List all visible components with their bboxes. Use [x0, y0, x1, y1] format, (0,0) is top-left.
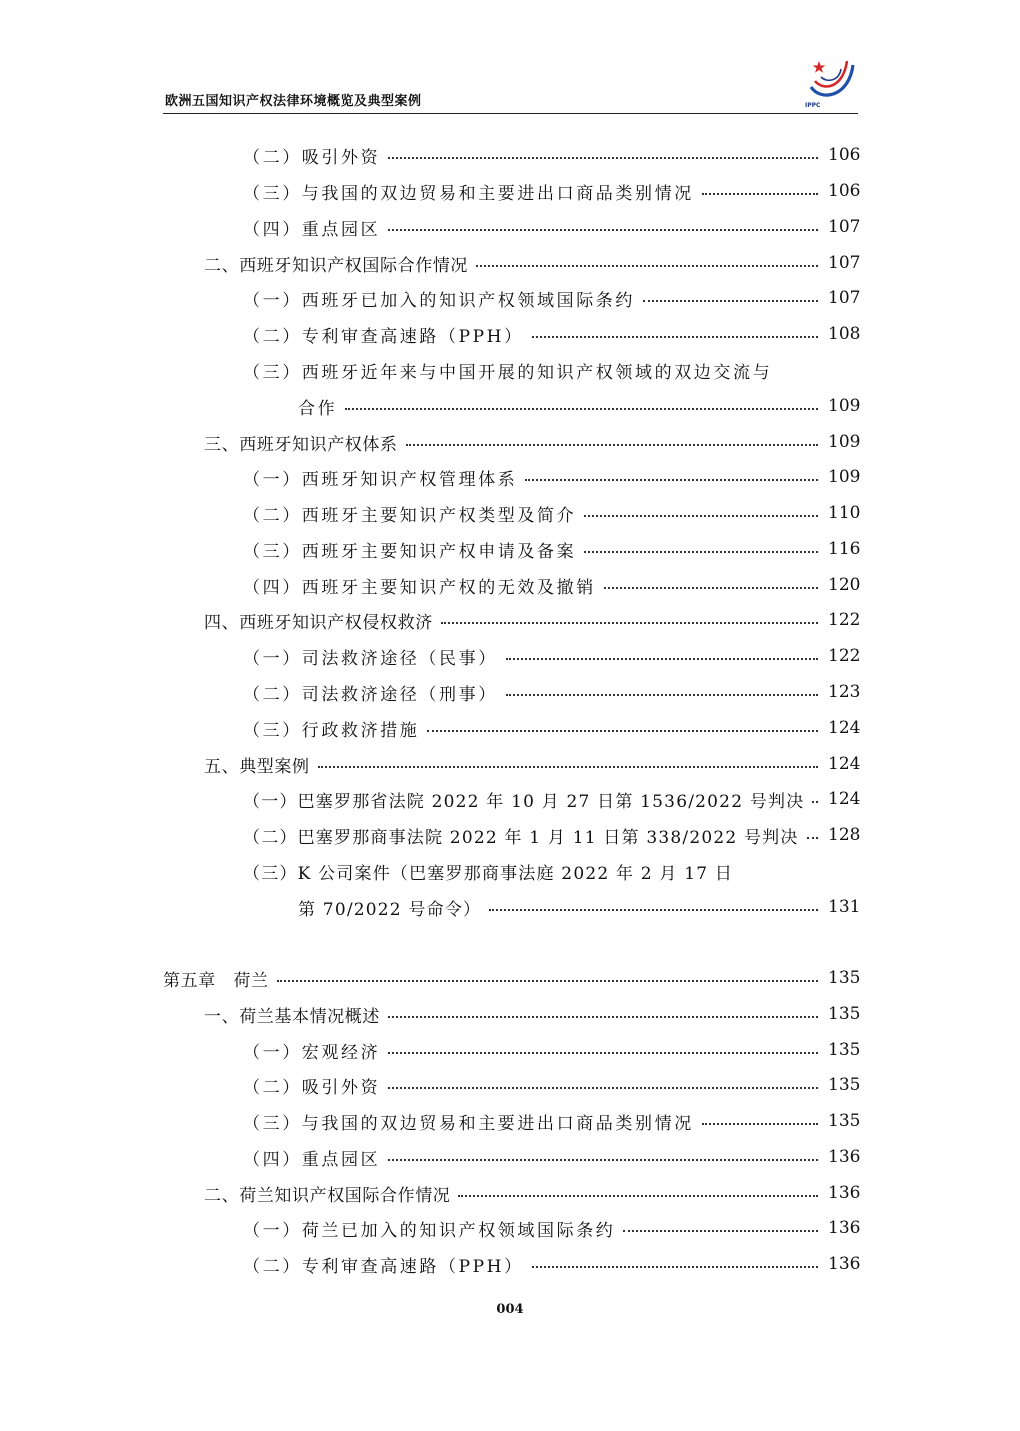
- toc-leader-dots: [506, 693, 818, 696]
- toc-entry-label: （二）专利审查高速路（PPH）: [243, 326, 524, 347]
- toc-entry[interactable]: [243, 500, 861, 526]
- toc-entry-page: 107: [828, 288, 861, 308]
- toc-leader-dots: [702, 1122, 818, 1125]
- toc-entry-label: （一）宏观经济: [243, 1042, 381, 1063]
- toc-entry-wrapped[interactable]: [243, 357, 858, 383]
- toc-entry-page: 136: [828, 1183, 861, 1203]
- toc-leader-dots: [318, 765, 818, 768]
- toc-leader-dots: [807, 836, 818, 839]
- toc-leader-dots: [345, 407, 818, 410]
- toc-entry-label: （三）西班牙近年来与中国开展的知识产权领域的双边交流与: [243, 362, 773, 383]
- toc-entry-page: 135: [828, 1040, 861, 1060]
- toc-leader-dots: [388, 1158, 818, 1161]
- toc-entry-label: （三）与我国的双边贸易和主要进出口商品类别情况: [243, 183, 694, 204]
- toc-entry[interactable]: [204, 429, 861, 455]
- toc-entry[interactable]: [204, 250, 861, 276]
- toc-entry-page: 120: [828, 575, 861, 595]
- toc-leader-dots: [623, 1229, 818, 1232]
- toc-entry-page: 135: [828, 1111, 861, 1131]
- toc-entry-label: （四）西班牙主要知识产权的无效及撤销: [243, 577, 596, 598]
- toc-leader-dots: [388, 1051, 818, 1054]
- toc-entry[interactable]: [243, 321, 861, 347]
- toc-leader-dots: [427, 729, 818, 732]
- toc-entry[interactable]: [243, 1037, 861, 1063]
- toc-entry-page: 110: [828, 503, 861, 523]
- toc-entry-label: （一）司法救济途径（民事）: [243, 648, 498, 669]
- toc-leader-dots: [702, 192, 818, 195]
- toc-entry-page: 116: [828, 539, 861, 559]
- toc-entry-page: 136: [828, 1147, 861, 1167]
- toc-entry-label: （四）重点园区: [243, 1149, 381, 1170]
- toc-entry-label: （二）司法救济途径（刑事）: [243, 684, 498, 705]
- toc-leader-dots: [388, 1015, 818, 1018]
- toc-entry-page: 135: [828, 968, 861, 988]
- toc-entry-label: 二、荷兰知识产权国际合作情况: [204, 1185, 451, 1206]
- toc-entry-label: （一）西班牙已加入的知识产权领域国际条约: [243, 290, 635, 311]
- chapter-heading: 第五章 荷兰: [163, 970, 269, 991]
- toc-entry-label: （一）荷兰已加入的知识产权领域国际条约: [243, 1220, 616, 1241]
- toc-entry-label: （三）K 公司案件（巴塞罗那商事法庭 2022 年 2 月 17 日: [243, 863, 734, 884]
- toc-entry-page: 109: [828, 396, 861, 416]
- toc-entry-label: （三）与我国的双边贸易和主要进出口商品类别情况: [243, 1113, 694, 1134]
- toc-leader-dots: [812, 800, 818, 803]
- toc-entry-page: 135: [828, 1004, 861, 1024]
- toc-leader-dots: [441, 621, 818, 624]
- toc-entry-continuation[interactable]: [298, 393, 861, 419]
- toc-chapter-entry[interactable]: [163, 965, 861, 991]
- logo-star: [813, 61, 826, 73]
- toc-entry-label: 三、西班牙知识产权体系: [204, 434, 398, 455]
- toc-leader-dots: [406, 443, 818, 446]
- toc-entry[interactable]: [243, 536, 861, 562]
- toc-entry-label: （三）行政救济措施: [243, 720, 420, 741]
- toc-leader-dots: [388, 1086, 818, 1089]
- toc-entry[interactable]: [243, 1215, 861, 1241]
- toc-entry[interactable]: [243, 643, 861, 669]
- toc-entry-page: 106: [828, 181, 861, 201]
- toc-entry-page: 122: [828, 610, 861, 630]
- toc-entry[interactable]: [243, 822, 861, 848]
- toc-leader-dots: [643, 299, 818, 302]
- toc-entry[interactable]: [243, 715, 861, 741]
- toc-entry-page: 109: [828, 432, 861, 452]
- toc-leader-dots: [388, 228, 818, 231]
- toc-leader-dots: [388, 156, 818, 159]
- page-header: [163, 45, 858, 115]
- toc-leader-dots: [476, 264, 818, 267]
- toc-entry-page: 124: [828, 754, 861, 774]
- toc-entry-label: （一）巴塞罗那省法院 2022 年 10 月 27 日第 1536/2022 号判决: [243, 791, 805, 812]
- toc-entry-page: 136: [828, 1254, 861, 1274]
- toc-entry-page: 124: [828, 789, 861, 809]
- toc-entry-page: 128: [828, 825, 861, 845]
- toc-entry[interactable]: [243, 679, 861, 705]
- toc-entry-page: 131: [828, 897, 861, 917]
- toc-entry[interactable]: [243, 464, 861, 490]
- toc-leader-dots: [489, 908, 818, 911]
- ippc-logo-icon: [801, 47, 861, 109]
- toc-entry[interactable]: [204, 751, 861, 777]
- toc-entry[interactable]: [243, 214, 861, 240]
- toc-entry-continuation[interactable]: [298, 894, 861, 920]
- toc-entry[interactable]: [243, 1144, 861, 1170]
- toc-leader-dots: [525, 478, 818, 481]
- toc-leader-dots: [532, 1265, 818, 1268]
- toc-entry-page: 107: [828, 217, 861, 237]
- toc-leader-dots: [277, 979, 818, 982]
- toc-entry[interactable]: [243, 1251, 861, 1277]
- toc-entry-label: 合作: [298, 398, 338, 419]
- page-number: 004: [496, 1302, 524, 1317]
- toc-entry-wrapped[interactable]: [243, 858, 858, 884]
- toc-entry[interactable]: [204, 1001, 861, 1027]
- toc-leader-dots: [604, 586, 818, 589]
- toc-leader-dots: [506, 657, 818, 660]
- toc-leader-dots: [458, 1194, 818, 1197]
- header-rule: [163, 113, 858, 114]
- toc-entry-page: 124: [828, 718, 861, 738]
- toc-entry[interactable]: [204, 1180, 861, 1206]
- toc-entry-page: 135: [828, 1075, 861, 1095]
- toc-entry[interactable]: [243, 285, 861, 311]
- toc-entry-label: （二）吸引外资: [243, 1077, 381, 1098]
- running-title: 欧洲五国知识产权法律环境概览及典型案例: [165, 94, 422, 109]
- logo-text: IPPC: [805, 102, 821, 109]
- toc-entry-page: 122: [828, 646, 861, 666]
- toc-entry-page: 109: [828, 467, 861, 487]
- toc-entry[interactable]: [243, 1108, 861, 1134]
- toc-entry-label: 第 70/2022 号命令）: [298, 899, 482, 920]
- toc-entry-label: 五、典型案例: [204, 756, 310, 777]
- toc-entry-label: 二、西班牙知识产权国际合作情况: [204, 255, 468, 276]
- toc-entry-label: （一）西班牙知识产权管理体系: [243, 469, 518, 490]
- toc-leader-dots: [532, 335, 818, 338]
- toc-entry-label: （二）专利审查高速路（PPH）: [243, 1256, 524, 1277]
- toc-entry-label: （二）西班牙主要知识产权类型及简介: [243, 505, 577, 526]
- toc-entry[interactable]: [243, 572, 861, 598]
- toc-entry[interactable]: [243, 1072, 861, 1098]
- toc-entry-page: 107: [828, 253, 861, 273]
- toc-leader-dots: [584, 550, 818, 553]
- toc-entry-page: 106: [828, 145, 861, 165]
- toc-entry[interactable]: [243, 786, 861, 812]
- toc-entry-page: 108: [828, 324, 861, 344]
- toc-entry[interactable]: [243, 142, 861, 168]
- toc-entry[interactable]: [204, 607, 861, 633]
- toc-entry-page: 136: [828, 1218, 861, 1238]
- toc-entry-label: （三）西班牙主要知识产权申请及备案: [243, 541, 577, 562]
- toc-entry-label: 四、西班牙知识产权侵权救济: [204, 612, 433, 633]
- toc-entry-label: （二）吸引外资: [243, 147, 381, 168]
- toc-entry[interactable]: [243, 178, 861, 204]
- toc-entry-label: （二）巴塞罗那商事法院 2022 年 1 月 11 日第 338/2022 号判决: [243, 827, 799, 848]
- toc-entry-page: 123: [828, 682, 861, 702]
- toc-entry-label: （四）重点园区: [243, 219, 381, 240]
- toc-entry-label: 一、荷兰基本情况概述: [204, 1006, 380, 1027]
- logo-swoosh-inner: [821, 69, 841, 80]
- toc-leader-dots: [584, 514, 818, 517]
